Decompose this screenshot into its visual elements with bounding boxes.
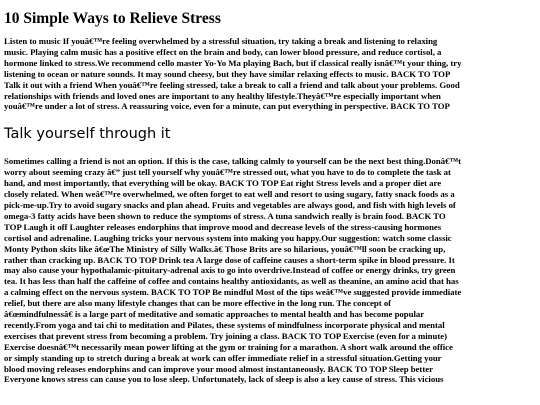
text-line: closely related. When weâ€™re overwhelmed, we often forget to eat well and resort to using sugary, fatty snack foods as a <box>4 189 455 200</box>
text-line: cortisol and adrenaline. Laughing tricks your nervous system into making you happy.Our suggestion: watch some classic <box>4 232 452 243</box>
text-line: Exercise doesnâ€™t necessarily mean power lifting at the gym or training for a marathon. A short walk around the office <box>4 341 453 352</box>
text-line: Sometimes calling a friend is not an option. If this is the case, talking calmly to yourself can be the next best thing.Donâ€™t <box>4 156 462 167</box>
text-line: Everyone knows stress can cause you to lose sleep. Unfortunately, lack of sleep is also a key cause of stress. This vicious <box>4 374 444 385</box>
text-line: omega-3 fatty acids have been shown to reduce the symptoms of stress. A tuna sandwich really is brain food. BACK TO <box>4 210 446 221</box>
text-line: Monty Python skits like â€œThe Ministry of Silly Walks.â€ Those Brits are so hilarious, youâ€™ll soon be cracking up, <box>4 243 446 254</box>
text-line: TOP Laugh it off Laughter releases endorphins that improve mood and decrease levels of the stress-causing hormones <box>4 221 442 232</box>
text-line: a calming effect on the nervous system. BACK TO TOP Be mindful Most of the tips weâ€™ve suggested provide immediate <box>4 287 462 298</box>
text-line: may also cause your hypothalamic-pituitary-adrenal axis to go into overdrive.Instead of coffee or energy drinks, try green <box>4 265 456 276</box>
section-heading: Talk yourself through it <box>4 126 171 143</box>
text-line: relationships with friends and loved ones are important to any healthy lifestyle.Theyâ€™re especially important when <box>4 90 441 101</box>
text-line: relief, but there are also many lifestyle changes that can be more effective in the long run. The concept of <box>4 298 392 309</box>
text-line: music. Playing calm music has a positive effect on the brain and body, can lower blood pressure, and reduce cortisol, a <box>4 46 442 57</box>
text-line: listening to ocean or nature sounds. It may sound cheesy, but they have similar relaxing effects to music. BACK TO TOP <box>4 68 451 79</box>
text-line: recently.From yoga and tai chi to meditation and Pilates, these systems of mindfulness incorporate physical and mental <box>4 319 445 330</box>
text-line: youâ€™re under a lot of stress. A reassuring voice, even for a minute, can put everything in perspective. BACK TO TOP <box>4 101 450 112</box>
text-line: â€œmindfulnessâ€ is a large part of meditative and somatic approaches to mental health and has become popular <box>4 309 425 320</box>
body-paragraph <box>4 156 537 385</box>
text-line: hand, and most importantly, that everything will be okay. BACK TO TOP Eat right Stress levels and a proper diet are <box>4 178 442 189</box>
page-title: 10 Simple Ways to Relieve Stress <box>4 10 221 27</box>
article <box>4 0 537 385</box>
text-line: rather than cracking up. BACK TO TOP Drink tea A large dose of caffeine causes a short-term spike in blood pressure. It <box>4 254 455 265</box>
text-line: blood moving releases endorphins and can improve your mood almost instantaneously. BACK TO TOP Sleep better <box>4 363 433 374</box>
text-line: pick-me-up.Try to avoid sugary snacks and plan ahead. Fruits and vegetables are always good, and fish with high levels of <box>4 199 456 210</box>
intro-paragraph <box>4 36 537 112</box>
text-line: Talk it out with a friend When youâ€™re feeling stressed, take a break to call a friend and talk about your problems. Good <box>4 79 460 90</box>
text-line: or simply standing up to stretch during a break at work can offer immediate relief in a stressful situation.Getting your <box>4 352 442 363</box>
text-line: worry about seeming crazy â€” just tell yourself why youâ€™re stressed out, what you have to do to complete the task at <box>4 167 451 178</box>
text-line: Listen to music If youâ€™re feeling overwhelmed by a stressful situation, try taking a break and listening to relaxing <box>4 36 438 46</box>
text-line: tea. It has less than half the caffeine of coffee and contains healthy antioxidants, as well as theanine, an amino acid that has <box>4 276 459 287</box>
text-line: hormone linked to stress.We recommend cello master Yo-Yo Ma playing Bach, but if classical really isnâ€™t your thing, try <box>4 57 462 68</box>
text-line: exercises that prevent stress from becoming a problem. Try joining a class. BACK TO TOP Exercise (even for a minute) <box>4 330 448 341</box>
